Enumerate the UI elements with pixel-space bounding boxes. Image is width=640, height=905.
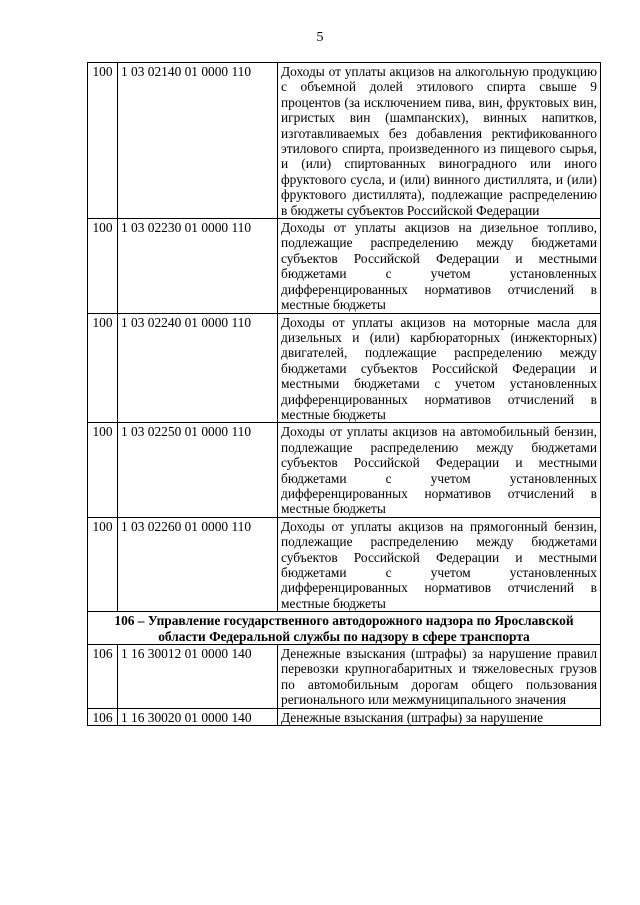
revenue-codes-table bbox=[87, 62, 601, 726]
table-row bbox=[88, 517, 601, 611]
budget-code-cell: 1 03 02240 01 0000 110 bbox=[118, 313, 278, 423]
admin-code-cell: 106 bbox=[88, 708, 118, 725]
budget-code-cell: 1 16 30012 01 0000 140 bbox=[118, 645, 278, 709]
table-row bbox=[88, 63, 601, 219]
description-cell: Доходы от уплаты акцизов на дизельное топливо, подлежащие распределению между бюджетами субъектов Российской Федерации и местными бюджетами с учетом установленных дифференцированных нормативов отчислений в местные бюджеты bbox=[278, 219, 601, 313]
table-row bbox=[88, 313, 601, 423]
admin-code-cell: 106 bbox=[88, 645, 118, 709]
budget-code-cell: 1 03 02250 01 0000 110 bbox=[118, 423, 278, 517]
table-row bbox=[88, 219, 601, 313]
page-number: 5 bbox=[316, 30, 324, 45]
description-cell: Доходы от уплаты акцизов на автомобильный бензин, подлежащие распределению между бюджетами субъектов Российской Федерации и местными бюджетами с учетом установленных дифференцированных нормативов отчислений в местные бюджеты bbox=[278, 423, 601, 517]
description-cell: Доходы от уплаты акцизов на моторные масла для дизельных и (или) карбюраторных (инжекторных) двигателей, подлежащие распределению между бюджетами субъектов Российской Федерации и местными бюджетами с учетом установленных дифференцированных нормативов отчислений в местные бюджеты bbox=[278, 313, 601, 423]
budget-code-cell: 1 16 30020 01 0000 140 bbox=[118, 708, 278, 725]
table-row bbox=[88, 708, 601, 725]
budget-code-cell: 1 03 02260 01 0000 110 bbox=[118, 517, 278, 611]
admin-code-cell: 100 bbox=[88, 313, 118, 423]
admin-code-cell: 100 bbox=[88, 423, 118, 517]
description-cell: Доходы от уплаты акцизов на алкогольную продукцию с объемной долей этилового спирта свыше 9 процентов (за исключением пива, вин, фруктовых вин, игристых вин (шампанских), винных напитков, изготавливаемых без добавления ректификованного этилового спирта, произведенного из пищевого сырья, и (или) спиртованных виноградного или иного фруктового сусла, и (или) винного дистиллята, и (или) фруктового дистиллята), подлежащие распределению в бюджеты субъектов Российской Федерации bbox=[278, 63, 601, 219]
administrator-group-header: 106 – Управление государственного автодорожного надзора по Ярославской области Федеральной службы по надзору в сфере транспорта bbox=[88, 612, 601, 645]
table-row bbox=[88, 645, 601, 709]
budget-code-cell: 1 03 02230 01 0000 110 bbox=[118, 219, 278, 313]
description-cell: Доходы от уплаты акцизов на прямогонный бензин, подлежащие распределению между бюджетами субъектов Российской Федерации и местными бюджетами с учетом установленных дифференцированных нормативов отчислений в местные бюджеты bbox=[278, 517, 601, 611]
table-row bbox=[88, 423, 601, 517]
admin-code-cell: 100 bbox=[88, 219, 118, 313]
admin-code-cell: 100 bbox=[88, 517, 118, 611]
description-cell: Денежные взыскания (штрафы) за нарушение правил перевозки крупногабаритных и тяжеловесных грузов по автомобильным дорогам общего пользования регионального или межмуниципального значения bbox=[278, 645, 601, 709]
group-header-row bbox=[88, 612, 601, 645]
description-cell: Денежные взыскания (штрафы) за нарушение bbox=[278, 708, 601, 725]
budget-code-cell: 1 03 02140 01 0000 110 bbox=[118, 63, 278, 219]
admin-code-cell: 100 bbox=[88, 63, 118, 219]
